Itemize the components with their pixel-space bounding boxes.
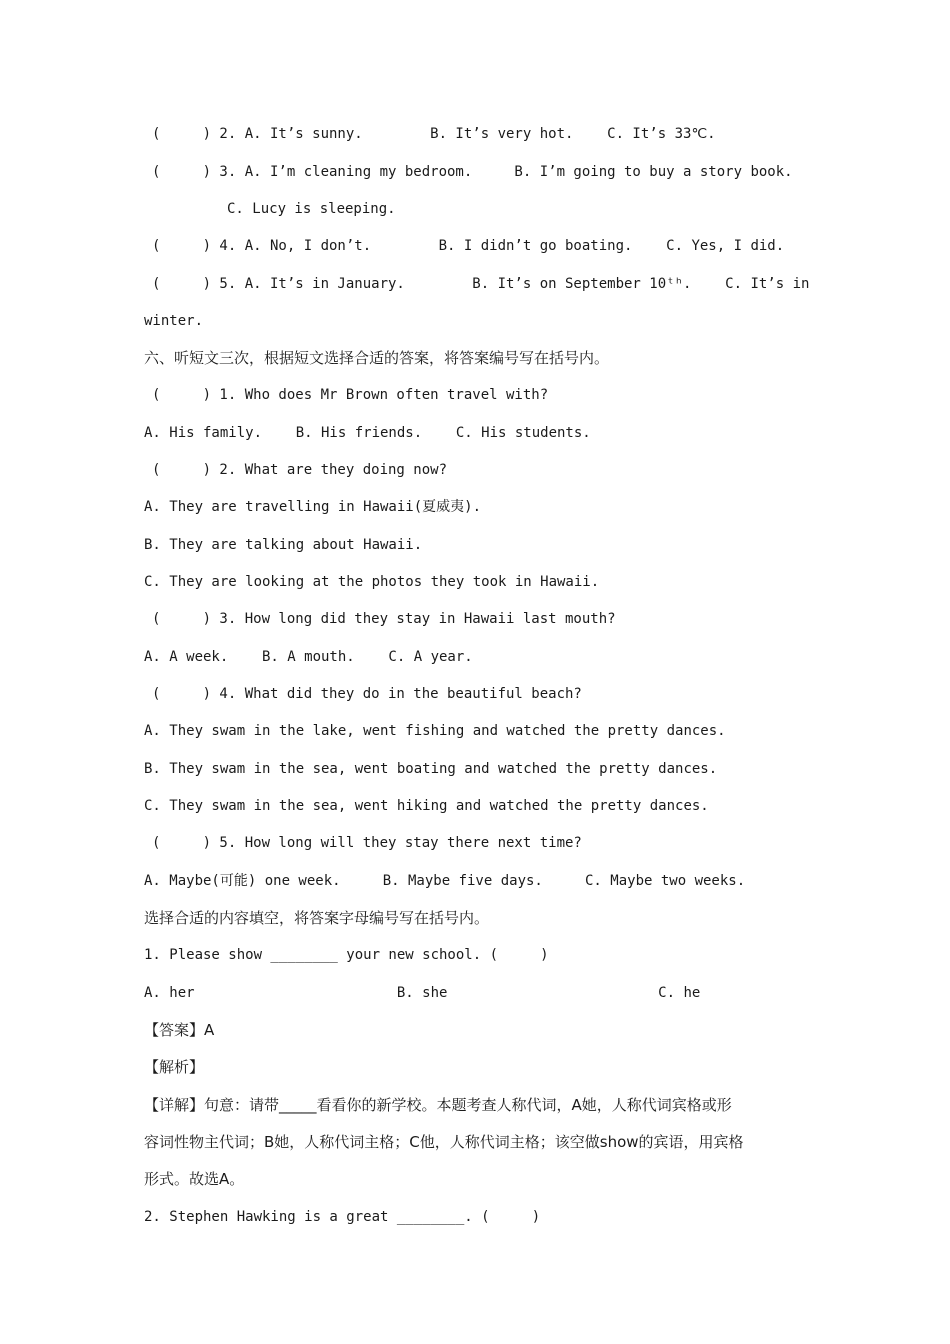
- question-line: 1. Please show ________ your new school. ( ): [144, 947, 549, 963]
- text-line: C. Lucy is sleeping.: [227, 201, 396, 217]
- text-line: ( ) 2. A. It’s sunny. B. It’s very hot. C. It’s 33℃.: [152, 126, 716, 142]
- text-line: A. His family. B. His friends. C. His students.: [144, 425, 591, 441]
- text-line: B. They are talking about Hawaii.: [144, 537, 423, 553]
- answer-label: 【答案】A: [144, 1021, 215, 1039]
- section-heading: 六、听短文三次，根据短文选择合适的答案，将答案编号写在括号内。: [144, 349, 610, 367]
- text-line: ( ) 5. A. It’s in January. B. It’s on September 10ᵗʰ. C. It’s in: [152, 276, 810, 292]
- explanation-line: 形式。故选A。: [144, 1170, 245, 1188]
- explanation-line: 【详解】句意：请带_____看看你的新学校。本题考查人称代词，A她，人称代词宾格或形: [144, 1096, 732, 1114]
- text-line: A. Maybe(可能) one week. B. Maybe five days. C. Maybe two weeks.: [144, 873, 746, 889]
- text-line: ( ) 5. How long will they stay there next time?: [152, 835, 582, 851]
- text-line: ( ) 4. A. No, I don’t. B. I didn’t go boating. C. Yes, I did.: [152, 238, 785, 254]
- text-line: ( ) 2. What are they doing now?: [152, 462, 448, 478]
- text-line: ( ) 4. What did they do in the beautiful beach?: [152, 686, 582, 702]
- section-heading: 选择合适的内容填空，将答案字母编号写在括号内。: [144, 909, 490, 927]
- text-line: A. A week. B. A mouth. C. A year.: [144, 649, 473, 665]
- options-line: A. her B. she C. he: [144, 985, 701, 1001]
- text-line: A. They swam in the lake, went fishing and watched the pretty dances.: [144, 723, 726, 739]
- text-line: C. They are looking at the photos they took in Hawaii.: [144, 574, 600, 590]
- analysis-label: 【解析】: [144, 1058, 205, 1076]
- question-line: 2. Stephen Hawking is a great ________. ( ): [144, 1209, 541, 1225]
- text-line: A. They are travelling in Hawaii(夏威夷).: [144, 499, 482, 515]
- text-line: winter.: [144, 313, 204, 329]
- text-line: B. They swam in the sea, went boating and watched the pretty dances.: [144, 761, 718, 777]
- text-line: ( ) 3. How long did they stay in Hawaii last mouth?: [152, 611, 616, 627]
- text-line: ( ) 3. A. I’m cleaning my bedroom. B. I’m going to buy a story book.: [152, 164, 793, 180]
- explanation-line: 容词性物主代词；B她，人称代词主格；C他，人称代词主格；该空做show的宾语，用宾格: [144, 1133, 744, 1151]
- text-line: ( ) 1. Who does Mr Brown often travel with?: [152, 387, 549, 403]
- text-line: C. They swam in the sea, went hiking and watched the pretty dances.: [144, 798, 709, 814]
